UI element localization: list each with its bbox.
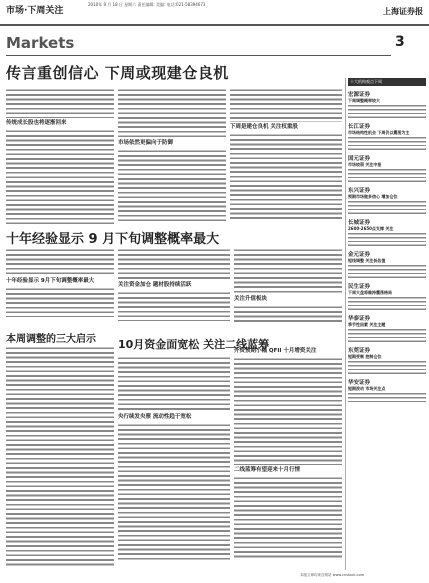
sidebar-item: 金元证券 短线调整 关注低估值 <box>348 250 426 278</box>
sidebar-institution-views <box>348 78 426 402</box>
article-body <box>118 88 226 138</box>
article-body <box>234 357 342 465</box>
sidebar-item: 长江证券 市场结构性机会 下周仍以震荡为主 <box>348 122 426 150</box>
article-body <box>234 248 342 294</box>
article-bottom-right <box>234 346 342 568</box>
sidebar-item: 华安证券 短期波动 市场关注点 <box>348 378 426 402</box>
article-body <box>6 248 114 276</box>
main-headline: 传言重创信心 下周或现建仓良机 <box>6 64 229 82</box>
sidebar-heading: 十大机构观点下周 <box>348 78 426 86</box>
article-body <box>234 305 342 323</box>
article-heading: 二线蓝筹有望迎来十月行情 <box>234 467 301 473</box>
page-header <box>0 0 429 26</box>
sidebar-item: 国元证券 市场较弱 关注中报 <box>348 154 426 182</box>
bottom-mid-headline: 10月资金面宽松 关注二线蓝筹 <box>118 338 270 351</box>
article-heading: 十年经验显示 9月下旬调整概率最大 <box>6 278 95 284</box>
article-mid-left <box>6 248 114 328</box>
article-mid-mid <box>118 248 230 328</box>
article-body <box>118 291 230 321</box>
column-divider <box>345 78 346 570</box>
article-heading: 关注资金加仓 题材股持续活跃 <box>118 282 192 288</box>
article-body <box>6 88 114 118</box>
article-heading: 下周是建仓良机 关注权重股 <box>230 124 298 130</box>
page-footer: 本版文章均来自网站 www.cnstock.com <box>300 573 365 577</box>
article-body <box>234 476 342 558</box>
article-body <box>6 287 114 317</box>
sidebar-item: 宏源证券 下周调整概率较大 <box>348 90 426 118</box>
article-bottom-left <box>6 346 114 568</box>
sidebar-item: 长城证券 2600-2650点支撑 关注 <box>348 218 426 246</box>
article-heading: 市场依然更偏向于防御 <box>118 140 174 146</box>
sidebar-item: 民生证券 下周大盘将维持震荡格局 <box>348 282 426 310</box>
page-number: 3 <box>395 34 405 50</box>
article-heading: 外资预期小幅 QFII 十月增资关注 <box>234 348 317 354</box>
article-mid-right <box>234 248 342 328</box>
issue-meta: 2010年 9 月 18 日 星期六 责任编辑: 美编: 电话:021-58394673 <box>88 2 206 7</box>
article-body <box>230 133 342 221</box>
article-bottom-mid <box>118 356 230 568</box>
sidebar-item: 东兴证券 预期市场做多信心 增加仓位 <box>348 186 426 214</box>
article-top-right <box>230 88 342 223</box>
article-body <box>6 129 114 225</box>
article-heading: 关注升值板块 <box>234 296 268 302</box>
article-body <box>118 248 230 280</box>
article-body <box>6 346 114 568</box>
article-top-left <box>6 88 114 223</box>
article-body <box>230 88 342 122</box>
article-heading: 传统成长股也将逐渐回来 <box>6 120 67 126</box>
section-kicker: Markets <box>6 34 75 52</box>
sidebar-item: 华泰证券 季节性因素 关注主题 <box>348 314 426 342</box>
article-top-mid <box>118 88 226 223</box>
sidebar-item: 东莞证券 短期受制 控制仓位 <box>348 346 426 374</box>
article-body <box>118 423 230 561</box>
section-title: 市场·下周关注 <box>6 6 64 16</box>
article-body <box>118 149 226 221</box>
bottom-left-headline: 本周调整的三大启示 <box>6 334 96 345</box>
second-headline: 十年经验显示 9 月下旬调整概率最大 <box>6 232 220 247</box>
newspaper-name: 上海证券报 <box>383 6 423 16</box>
article-body <box>118 356 230 412</box>
article-heading: 央行续发央票 流动性趋于宽松 <box>118 414 192 420</box>
divider <box>6 55 391 56</box>
